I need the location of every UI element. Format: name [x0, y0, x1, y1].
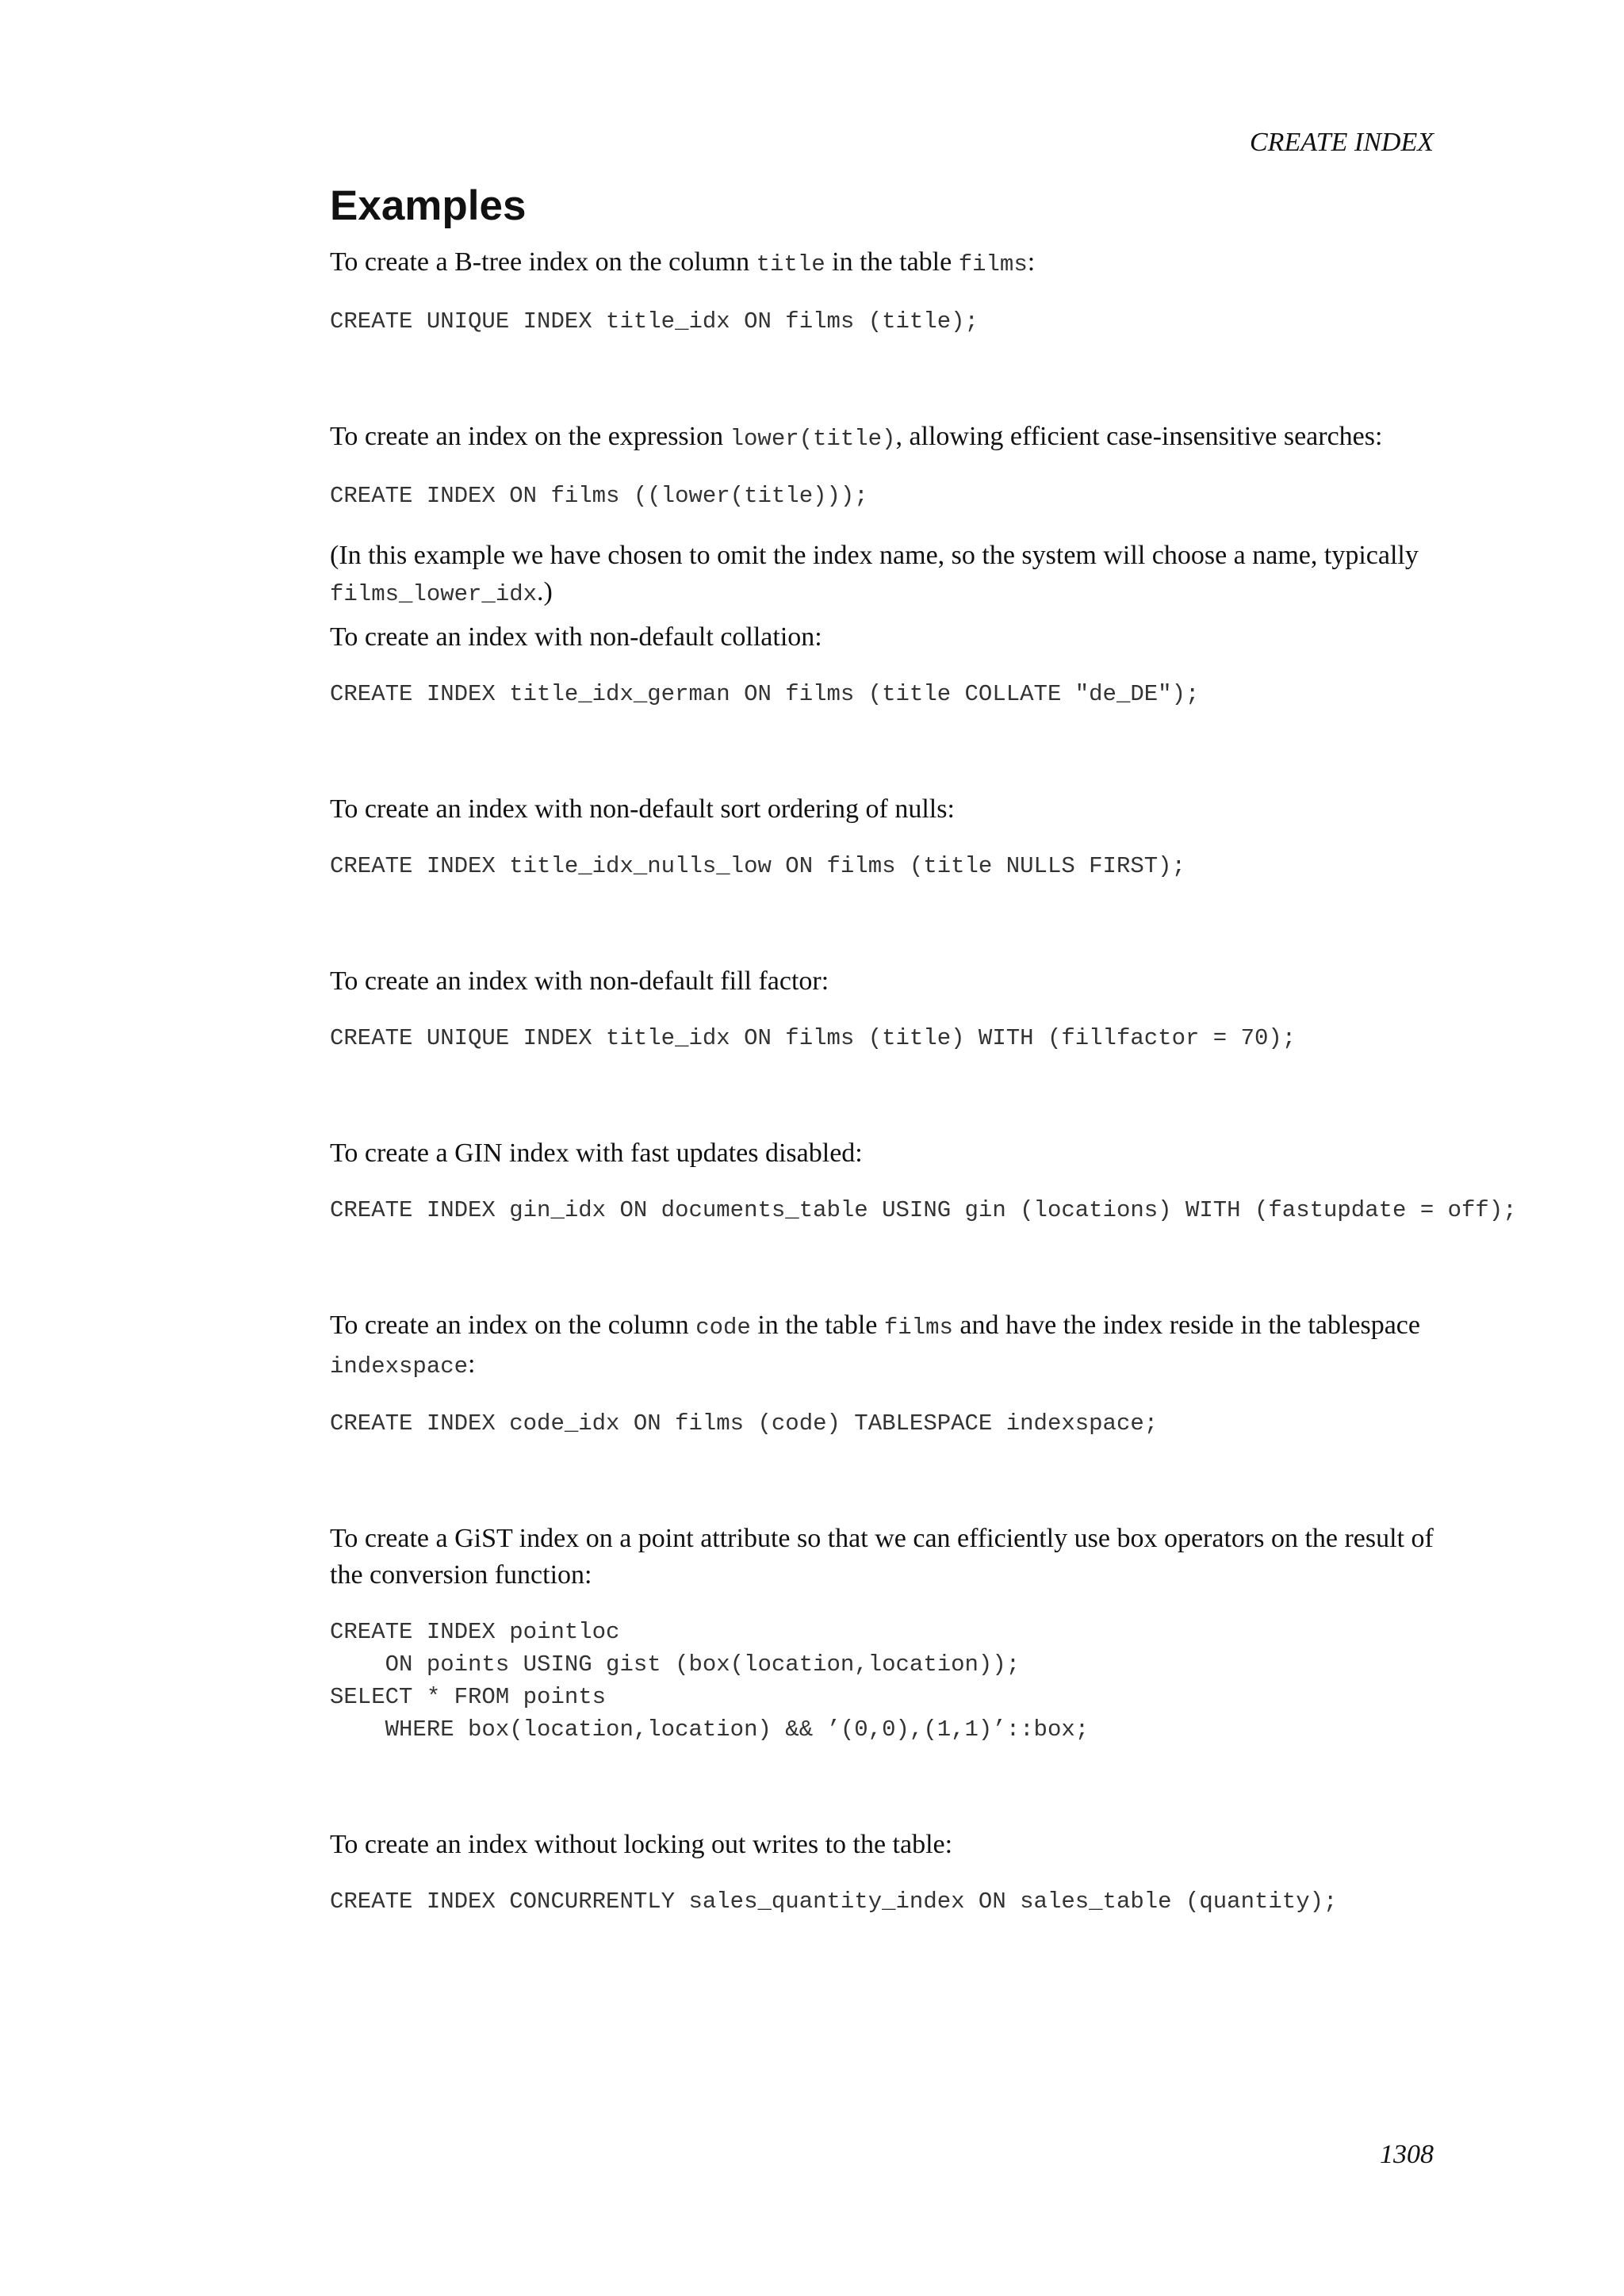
example-nulls-text: To create an index with non-default sort ordering of nulls:	[330, 794, 955, 824]
running-header: CREATE INDEX	[1250, 128, 1434, 157]
text-run: , allowing efficient case-insensitive searches:	[895, 422, 1383, 451]
section-title: Examples	[330, 182, 527, 229]
inline-code: indexspace	[330, 1353, 469, 1380]
example-fillfactor-code: CREATE UNIQUE INDEX title_idx ON films (title) WITH (fillfactor = 70);	[330, 1025, 1297, 1051]
inline-code: code	[695, 1314, 751, 1341]
example-btree-text	[330, 244, 1440, 283]
inline-code: films	[883, 1314, 953, 1341]
inline-code: films	[958, 251, 1028, 277]
example-expression-text	[330, 419, 1440, 457]
example-concurrently-code: CREATE INDEX CONCURRENTLY sales_quantity_index ON sales_table (quantity);	[330, 1888, 1338, 1915]
text-run: in the table	[825, 247, 959, 277]
example-concurrently-text: To create an index without locking out writes to the table:	[330, 1830, 953, 1859]
text-run: :	[468, 1349, 476, 1379]
example-nulls-code: CREATE INDEX title_idx_nulls_low ON films (title NULLS FIRST);	[330, 853, 1185, 879]
example-tablespace-text	[330, 1307, 1440, 1385]
example-collation-text: To create an index with non-default collation:	[330, 622, 822, 652]
page-number: 1308	[1380, 2140, 1434, 2169]
inline-code: title	[756, 251, 825, 277]
inline-code: films_lower_idx	[330, 581, 538, 607]
example-collation-code: CREATE INDEX title_idx_german ON films (title COLLATE "de_DE");	[330, 681, 1200, 707]
example-gin-text: To create a GIN index with fast updates disabled:	[330, 1138, 863, 1168]
example-gist-text: To create a GiST index on a point attribute so that we can efficiently use box operators on the result of the conversion function:	[330, 1524, 1434, 1590]
inline-code: lower(title)	[730, 426, 896, 452]
text-run: in the table	[750, 1311, 884, 1340]
text-run: To create an index on the column	[330, 1311, 696, 1340]
example-tablespace-code: CREATE INDEX code_idx ON films (code) TABLESPACE indexspace;	[330, 1410, 1159, 1437]
text-run: (In this example we have chosen to omit the index name, so the system will choose a name, typically	[330, 541, 1419, 570]
text-run: .)	[537, 577, 553, 607]
page-content	[330, 181, 1517, 1999]
example-btree-code: CREATE UNIQUE INDEX title_idx ON films (title);	[330, 308, 979, 335]
example-fillfactor-text: To create an index with non-default fill factor:	[330, 966, 829, 996]
text-run: To create an index on the expression	[330, 422, 730, 451]
text-run: To create a B-tree index on the column	[330, 247, 756, 277]
example-expression-code: CREATE INDEX ON films ((lower(title)));	[330, 483, 868, 509]
example-gin-code: CREATE INDEX gin_idx ON documents_table USING gin (locations) WITH (fastupdate = off);	[330, 1197, 1517, 1223]
text-run: and have the index reside in the tablespace	[952, 1311, 1420, 1340]
example-note-text	[330, 538, 1440, 613]
text-run: :	[1027, 247, 1036, 277]
example-gist-code: CREATE INDEX pointloc ON points USING gist (box(location,location)); SELECT * FROM points WHERE box(location,location) && ’(0,0),(1,1)’::box;	[330, 1619, 1090, 1743]
